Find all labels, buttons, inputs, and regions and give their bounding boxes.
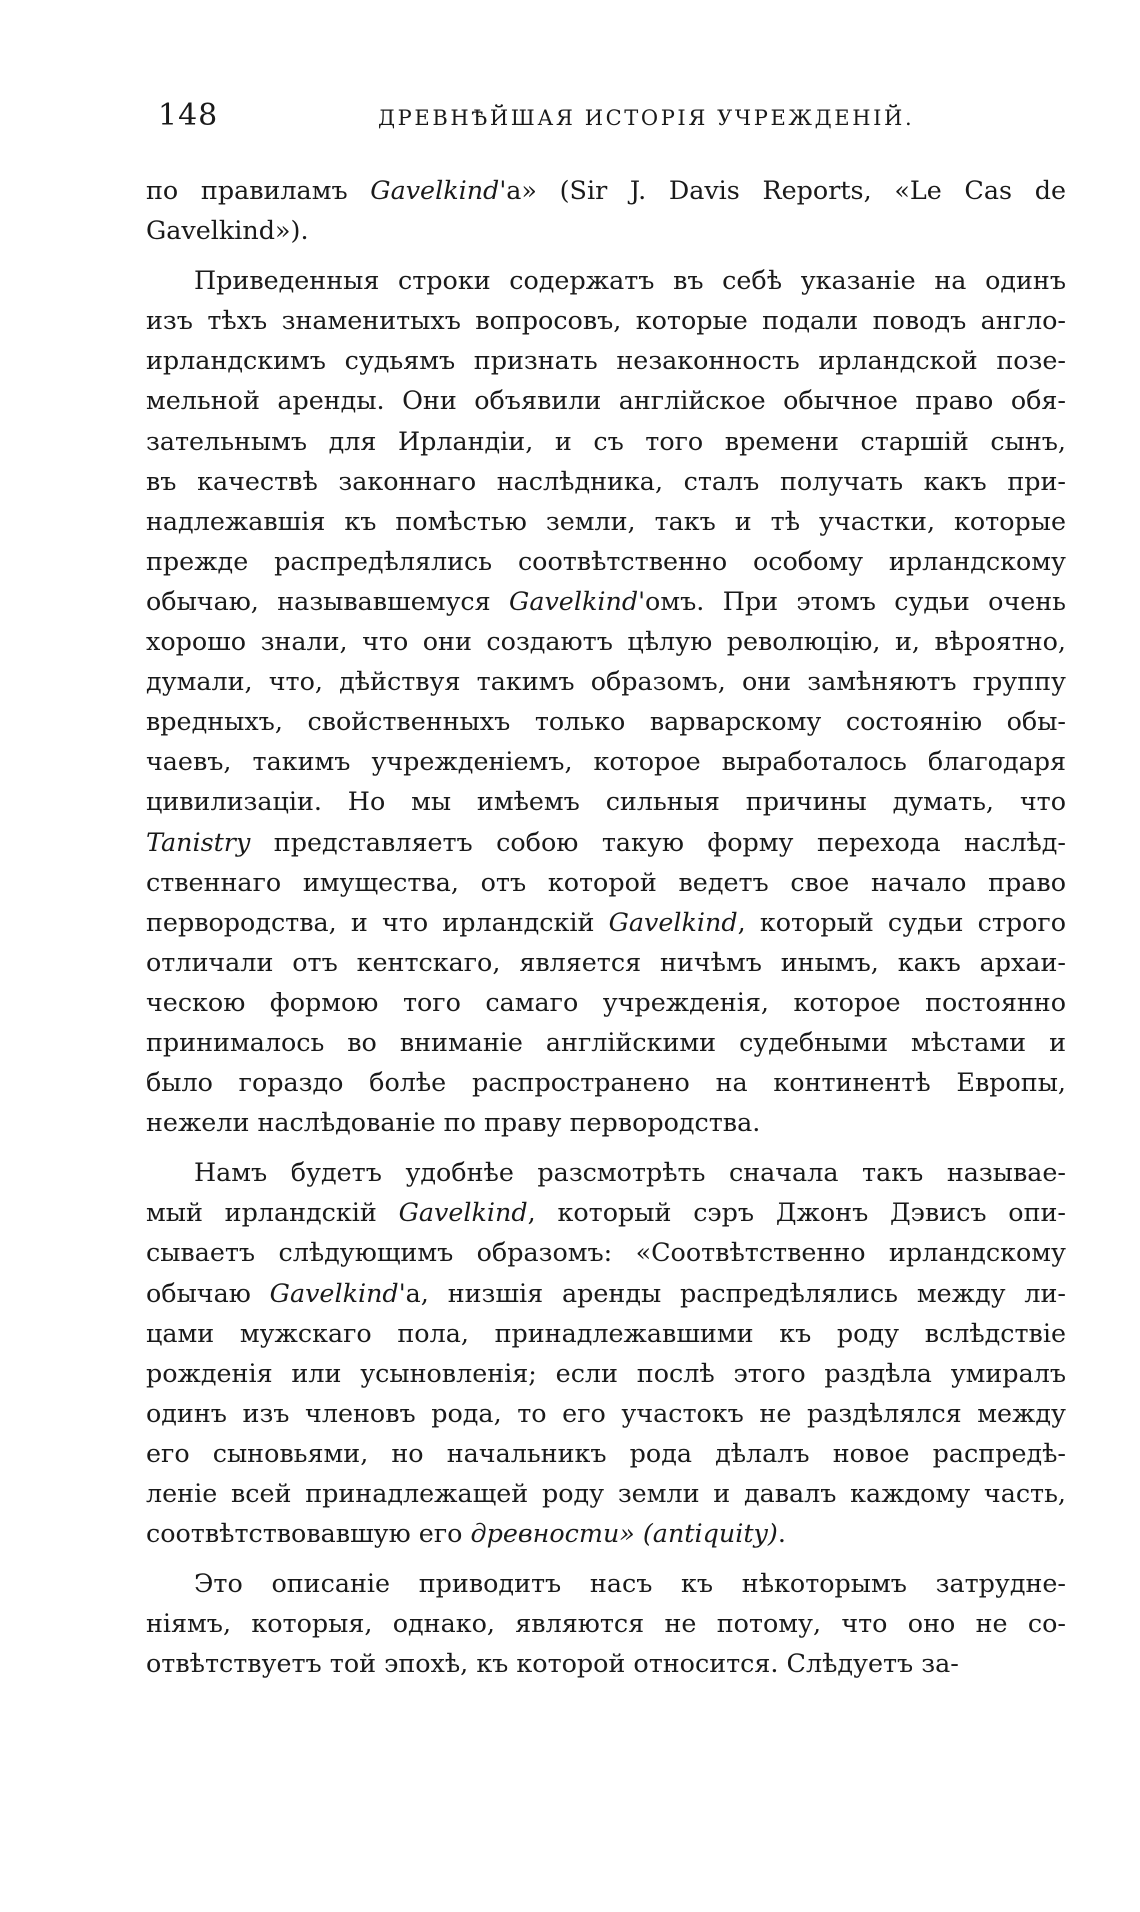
text-run: рожденія или усыновленія; если послѣ этого раздѣла умиралъ [146, 1357, 1066, 1388]
text-run: Gavelkind»). [146, 215, 309, 246]
text-run: ирландскимъ судьямъ признать незаконность ирландской позе- [146, 345, 1066, 376]
paragraph [146, 1563, 1066, 1683]
text-run: хорошо знали, что они создаютъ цѣлую революцію, и, вѣроятно, [146, 626, 1066, 657]
text-run: мельной аренды. Они объявили англійское обычное право обя- [146, 385, 1066, 416]
text-line [146, 1273, 1066, 1313]
text-run: цивилизаціи. Но мы имѣемъ сильныя причины думать, что [146, 786, 1066, 817]
text-run: нежели наслѣдованіе по праву первородства. [146, 1107, 761, 1138]
text-line [146, 982, 1066, 1022]
text-run: ніямъ, которыя, однако, являются не потому, что оно не со- [146, 1608, 1066, 1639]
text-line [146, 501, 1066, 541]
text-run: 'а, низшія аренды распредѣлялись между ли- [398, 1277, 1066, 1308]
italic-term: Gavelkind [370, 175, 500, 205]
text-run: надлежавшія къ помѣстью земли, такъ и тѣ участки, которые [146, 505, 1066, 536]
text-line [146, 822, 1066, 862]
running-title: ДРЕВНѢЙШАЯ ИСТОРІЯ УЧРЕЖДЕНІЙ. [378, 106, 915, 130]
text-line [146, 340, 1066, 380]
text-run: принималось во вниманіе англійскими судебными мѣстами и [146, 1026, 1066, 1057]
text-line [146, 210, 1066, 250]
text-run: въ качествѣ законнаго наслѣдника, сталъ получать какъ при- [146, 465, 1066, 496]
text-line [146, 1102, 1066, 1142]
text-line [146, 1393, 1066, 1433]
page-number: 148 [158, 98, 219, 133]
text-line [146, 1603, 1066, 1643]
text-line [146, 621, 1066, 661]
paragraph [146, 260, 1066, 1142]
text-run: ческою формою того самаго учрежденія, которое постоянно [146, 986, 1066, 1017]
text-line [146, 1473, 1066, 1513]
text-line [146, 1232, 1066, 1272]
text-run: 'омъ. При этомъ судьи очень [638, 585, 1066, 616]
text-run: Намъ будетъ удобнѣе разсмотрѣть сначала такъ называе- [194, 1157, 1066, 1188]
italic-term: Gavelkind [269, 1277, 399, 1308]
text-run: леніе всей принадлежащей роду земли и давалъ каждому часть, [146, 1478, 1066, 1508]
text-line [146, 862, 1066, 902]
text-line [146, 1513, 1066, 1553]
text-line [146, 260, 1066, 300]
text-line [146, 942, 1066, 982]
text-run: . [777, 1518, 786, 1549]
text-line [146, 170, 1066, 210]
text-run: мый ирландскій [146, 1197, 399, 1228]
text-run: его сыновьями, но начальникъ рода дѣлалъ новое распредѣ- [146, 1437, 1066, 1468]
text-run: зательнымъ для Ирландіи, и съ того времени старшій сынъ, [146, 425, 1066, 456]
text-line [146, 1022, 1066, 1062]
italic-term: Gavelkind [608, 906, 738, 937]
text-line [146, 300, 1066, 340]
text-run: соотвѣтствовавшую его [146, 1518, 471, 1549]
text-line [146, 781, 1066, 821]
text-line [146, 701, 1066, 741]
text-run: одинъ изъ членовъ рода, то его участокъ не раздѣлялся между [146, 1397, 1066, 1428]
text-run: обычаю [146, 1277, 270, 1308]
text-line [146, 380, 1066, 420]
text-line [146, 541, 1066, 581]
text-line [146, 741, 1066, 781]
text-line [146, 1643, 1066, 1683]
italic-term: Tanistry [146, 826, 251, 857]
text-run: прежде распредѣлялись соотвѣтственно особому ирландскому [146, 545, 1066, 576]
text-line [146, 1433, 1066, 1473]
text-run: чаевъ, такимъ учрежденіемъ, которое выработалось благодаря [146, 746, 1066, 777]
text-run: цами мужскаго пола, принадлежавшими къ роду вслѣдствіе [146, 1317, 1066, 1348]
text-line [146, 661, 1066, 701]
text-line [146, 1563, 1066, 1603]
text-line [146, 581, 1066, 621]
text-run: вредныхъ, свойственныхъ только варварскому состоянію обы- [146, 706, 1066, 737]
page-header [158, 98, 1058, 138]
text-body [146, 170, 1066, 1683]
text-line [146, 1313, 1066, 1353]
text-run: ственнаго имущества, отъ которой ведетъ свое начало право [146, 866, 1066, 897]
text-line [146, 1353, 1066, 1393]
text-run: отличали отъ кентскаго, является ничѣмъ инымъ, какъ архаи- [146, 946, 1066, 977]
italic-term: древности» (antiquity) [470, 1518, 778, 1549]
text-line [146, 461, 1066, 501]
text-run: Приведенныя строки содержатъ въ себѣ указаніе на одинъ [194, 265, 1066, 296]
text-run: Это описаніе приводитъ насъ къ нѣкоторымъ затрудне- [194, 1568, 1066, 1599]
text-line [146, 1062, 1066, 1102]
text-run: представляетъ собою такую форму перехода наслѣд- [250, 826, 1066, 857]
text-run: сываетъ слѣдующимъ образомъ: «Соотвѣтственно ирландскому [146, 1237, 1066, 1268]
text-line [146, 421, 1066, 461]
text-run: изъ тѣхъ знаменитыхъ вопросовъ, которые подали поводъ англо- [146, 305, 1066, 336]
text-run: первородства, и что ирландскій [146, 906, 609, 937]
text-run: обычаю, называвшемуся [146, 585, 510, 616]
text-run: 'а» (Sir J. Davis Reports, «Le Cas de [499, 175, 1066, 205]
paragraph [146, 1152, 1066, 1553]
italic-term: Gavelkind [509, 585, 639, 616]
italic-term: Gavelkind [398, 1197, 528, 1228]
text-line [146, 1192, 1066, 1232]
text-run: отвѣтствуетъ той эпохѣ, къ которой относится. Слѣдуетъ за- [146, 1648, 959, 1679]
text-run: по правиламъ [146, 175, 371, 205]
text-line [146, 902, 1066, 942]
text-run: думали, что, дѣйствуя такимъ образомъ, они замѣняютъ группу [146, 666, 1066, 697]
text-run: было гораздо болѣе распространено на континентѣ Европы, [146, 1067, 1066, 1098]
text-run: , который судьи строго [737, 906, 1067, 937]
text-line [146, 1152, 1066, 1192]
paragraph [146, 170, 1066, 250]
text-run: , который сэръ Джонъ Дэвисъ опи- [527, 1197, 1066, 1228]
